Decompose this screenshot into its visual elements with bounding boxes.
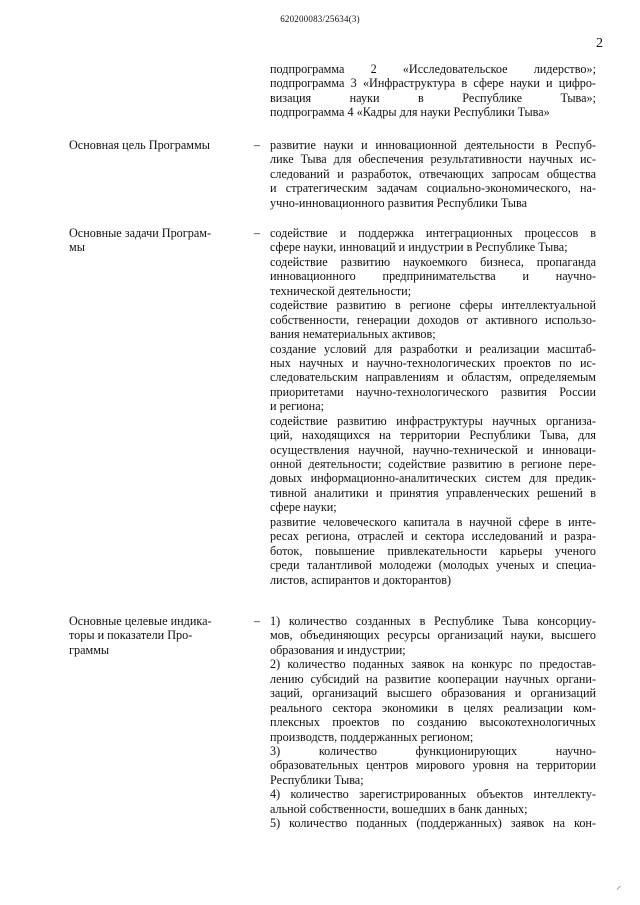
label-line: граммы xyxy=(69,642,110,657)
label-line: торы и показатели Про- xyxy=(69,628,193,643)
text-line: производств, поддержанных регионом; xyxy=(270,729,474,744)
text-line: содействие и поддержка интеграционных процессов в xyxy=(270,226,596,240)
dash-separator: – xyxy=(254,138,261,152)
section-label-main-tasks xyxy=(69,226,239,255)
text-line: довых информационно-аналитических систем для предик- xyxy=(270,471,596,486)
text-line: инновационного предпринимательства и научно- xyxy=(270,269,596,284)
section-label-target-indicators xyxy=(69,614,239,657)
document-code: 620200083/25634(3) xyxy=(280,14,360,24)
text-line: листов, аспирантов и докторантов) xyxy=(270,572,452,587)
text-line: учно-инновационного развития Республики Тыва xyxy=(270,195,527,210)
text-line: следовательским направлениям и областям, определяемым xyxy=(270,370,596,385)
text-line: содействие развитию в регионе сферы интеллектуальной xyxy=(270,298,596,313)
text-line: плексных проектов по созданию высокотехнологичных xyxy=(270,715,596,730)
text-line: сфере науки, инноваций и индустрии в Республике Тыва; xyxy=(270,240,568,255)
dash-separator: – xyxy=(254,614,261,628)
text-line: заций, организаций высшего образования и организаций xyxy=(270,686,596,701)
text-line: развитие человеческого капитала в научной сфере в инте- xyxy=(270,514,596,529)
label-line: мы xyxy=(69,240,85,255)
label-line: Основные целевые индика- xyxy=(69,614,212,628)
text-line: 1) количество созданных в Республике Тыва консорциу- xyxy=(270,614,596,628)
text-line: ных научных и научно-технологических проектов по ис- xyxy=(270,355,596,370)
text-line: лике Тыва для обеспечения результативности научных ис- xyxy=(270,152,596,167)
section-text-main-goal xyxy=(270,138,596,210)
page-number: 2 xyxy=(596,36,603,51)
text-line: содействие развитию инфраструктуры научных организа- xyxy=(270,413,596,428)
text-line: подпрограмма 3 «Инфраструктура в сфере науки и цифро- xyxy=(270,76,596,91)
section-text-target-indicators xyxy=(270,614,596,831)
label-line: Основные задачи Програм- xyxy=(69,226,212,240)
text-line: тивной аналитики и принятия управленческих решений в xyxy=(270,485,596,500)
text-line: собственности, генерации доходов от активного использо- xyxy=(270,312,596,327)
label-line: Основная цель Программы xyxy=(69,138,210,152)
dash-separator: – xyxy=(254,226,261,240)
text-line: лению субсидий на развитие кооперации научных органи- xyxy=(270,671,596,686)
text-line: боток, повышение привлекательности карьеры ученого xyxy=(270,543,596,558)
text-line: среди талантливой молодежи (молодых ученых и специа- xyxy=(270,558,596,573)
text-line: подпрограмма 4 «Кадры для науки Республики Тыва» xyxy=(270,105,550,120)
text-line: содействие развитию наукоемкого бизнеса, пропаганда xyxy=(270,254,596,269)
text-line: ций, находящихся на территории Республики Тыва, для xyxy=(270,428,596,443)
text-line: образования и индустрии; xyxy=(270,642,406,657)
text-line: визация науки в Республике Тыва»; xyxy=(270,90,596,105)
text-line: альной собственности, вошедших в банк данных; xyxy=(270,801,528,816)
text-line: и региона; xyxy=(270,399,325,414)
text-line: ресах региона, отраслей и сектора исследований и разра- xyxy=(270,529,596,544)
text-line: реального сектора экономики в целях реализации ком- xyxy=(270,700,596,715)
text-line: приоритетами научно-технологического развития России xyxy=(270,384,596,399)
text-line: мов, объединяющих ресурсы организаций науки, высшего xyxy=(270,628,596,643)
text-line: создание условий для разработки и реализации масштаб- xyxy=(270,341,596,356)
text-line: образовательных центров мирового уровня на территории xyxy=(270,758,596,773)
text-line: 2) количество поданных заявок на конкурс по предостав- xyxy=(270,657,596,672)
text-line: осуществления научной, научно-технической и инноваци- xyxy=(270,442,596,457)
subprogram-list xyxy=(270,62,596,120)
text-line: вания нематериальных активов; xyxy=(270,327,436,342)
text-line: следований и разработок, отвечающих запросам общества xyxy=(270,166,596,181)
text-line: онной деятельности; содействие развитию в регионе пере- xyxy=(270,457,596,471)
text-line: Республики Тыва; xyxy=(270,772,364,787)
text-line: развитие науки и инновационной деятельности в Респуб- xyxy=(270,138,596,152)
text-line: 5) количество поданных (поддержанных) заявок на кон- xyxy=(270,816,596,831)
text-line: 3) количество функционирующих научно- xyxy=(270,743,596,758)
text-line: технической деятельности; xyxy=(270,283,412,298)
section-label-main-goal xyxy=(69,138,239,152)
text-line: сфере науки; xyxy=(270,500,337,515)
text-line: и стратегическим задачам социально-экономического, на- xyxy=(270,181,596,196)
text-line: подпрограмма 2 «Исследовательское лидерство»; xyxy=(270,62,596,76)
section-text-main-tasks xyxy=(270,226,596,587)
text-line: 4) количество зарегистрированных объектов интеллекту- xyxy=(270,787,596,802)
margin-mark: ⸝ xyxy=(616,880,622,892)
